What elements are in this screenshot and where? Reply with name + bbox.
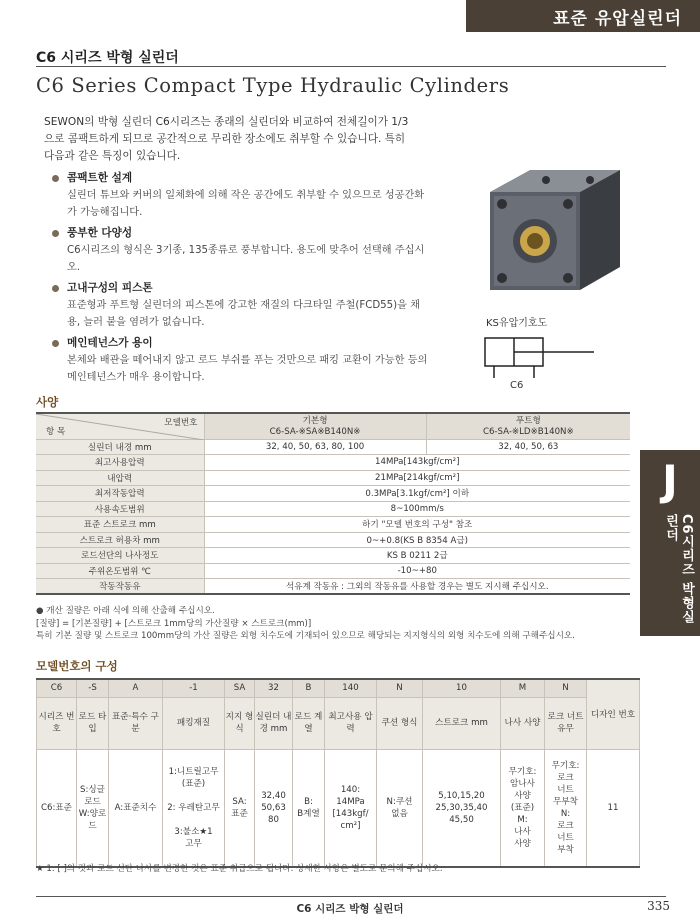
- bullet-icon: [52, 340, 59, 347]
- code-cell: A: [109, 679, 163, 697]
- header-cell: 로드 타입: [77, 697, 109, 749]
- table-row: [36, 486, 630, 502]
- row-label: 작동작동유: [36, 579, 204, 595]
- table-row: [36, 563, 630, 579]
- feature-item: [52, 280, 432, 331]
- code-cell: 10: [423, 679, 501, 697]
- value-cell: S:싱글로드 W:양로드: [77, 749, 109, 867]
- korean-title: C6 시리즈 박형 실린더: [36, 50, 179, 66]
- table-row: [36, 470, 630, 486]
- value-cell: B: B계열: [293, 749, 325, 867]
- row-label: 주위온도범위 ℃: [36, 563, 204, 579]
- table-row: [36, 579, 630, 595]
- feature-body: C6시리즈의 형식은 3기종, 135종류로 풍부합니다. 용도에 맞추어 선택해 주십시오.: [67, 245, 425, 273]
- row-value: 0~+0.8(KS B 8354 A급): [204, 532, 630, 548]
- bullet-icon: [52, 230, 59, 237]
- code-cell: -1: [163, 679, 225, 697]
- intro-paragraph: SEWON의 박형 실린더 C6시리즈는 종래의 실린더와 비교하여 전체길이가 1/3으로 콤팩트하게 되므로 공간적으로 무리한 장소에도 취부할 수 있습니다. 특히 다음과 같은 특징이 있습니다.: [44, 116, 409, 162]
- row-value: 8~100mm/s: [204, 501, 630, 517]
- row-label: 스트로크 허용차 mm: [36, 532, 204, 548]
- title-divider: [36, 66, 666, 67]
- value-cell: 140: 14MPa [143kgf/ cm²]: [325, 749, 377, 867]
- code-cell: SA: [225, 679, 255, 697]
- value-cell: 11: [587, 749, 640, 867]
- row-value: 0.3MPa[3.1kgf/cm²] 이하: [204, 486, 630, 502]
- symbol-caption: C6: [510, 380, 524, 391]
- table-row: [36, 548, 630, 564]
- row-label: 표준 스트로크 mm: [36, 517, 204, 533]
- feature-body: 실린더 튜브와 커버의 일체화에 의해 작은 공간에도 취부할 수 있으므로 성공간화가 가능해집니다.: [67, 190, 425, 218]
- col-foot-name: 푸트형: [426, 413, 630, 426]
- english-title: C6 Series Compact Type Hydraulic Cylinders: [36, 74, 510, 97]
- row-label: 사용속도범위: [36, 501, 204, 517]
- header-cell: 로크 너트 유무: [545, 697, 587, 749]
- header-cell: 쿠션 형식: [377, 697, 423, 749]
- col-basic-code: C6-SA-※SA※B140N※: [204, 426, 426, 439]
- row-label: 내압력: [36, 470, 204, 486]
- item-label: 항 목: [46, 426, 66, 437]
- model-label: 모델번호: [164, 418, 198, 428]
- table-row: [36, 439, 630, 455]
- row-value: 14MPa[143kgf/cm²]: [204, 455, 630, 471]
- spec-heading: 사양: [36, 395, 59, 409]
- code-cell: C6: [37, 679, 77, 697]
- header-row: [37, 697, 640, 749]
- spec-corner: [36, 413, 204, 439]
- design-number-header: 디자인 번호: [587, 679, 640, 749]
- row-value: KS B 0211 2급: [204, 548, 630, 564]
- code-cell: 140: [325, 679, 377, 697]
- row-label: 실린더 내경 mm: [36, 439, 204, 455]
- value-cell: 무기호: 암나사 사양 (표준) M: 나사 사양: [501, 749, 545, 867]
- table-row: [36, 517, 630, 533]
- feature-item: [52, 170, 432, 221]
- feature-title: 메인테넌스가 용이: [67, 337, 153, 349]
- value-cell: 무기호: 로크 너트 무부착 N: 로크 너트 부착: [545, 749, 587, 867]
- col-basic-name: 기본형: [204, 413, 426, 426]
- feature-title: 콤팩트한 설계: [67, 172, 133, 184]
- row-value: 32, 40, 50, 63, 80, 100: [204, 439, 426, 455]
- header-cell: 로드 계열: [293, 697, 325, 749]
- cylinder-photo: [470, 162, 640, 302]
- code-cell: N: [545, 679, 587, 697]
- note-line: 특히 기본 질량 및 스트로크 100mm당의 가산 질량은 외형 치수도에 기재되어 있으므로 해당되는 지지형식의 외형 치수도에 의해 구해주십시오.: [36, 631, 575, 641]
- feature-title: 풍부한 다양성: [67, 227, 133, 239]
- row-label: 로드선단의 나사정도: [36, 548, 204, 564]
- ks-symbol-label: KS유압기호도: [486, 318, 548, 329]
- footnote: ★ 1. [ ]의 것과 로드 선단 나사를 변경한 것은 표준 취급으로 됩니다. 상세한 사항은 별도로 문의해 주십시오.: [36, 864, 443, 874]
- row-value: 석유계 작동유 : 그외의 작동유를 사용할 경우는 별도 지시해 주십시오.: [204, 579, 630, 595]
- model-table: [36, 678, 640, 868]
- row-value: -10~+80: [204, 563, 630, 579]
- note-line: [질량] = [기본질량] + [스트로크 1mm당의 가산질량 × 스트로크(mm)]: [36, 618, 312, 629]
- code-cell: -S: [77, 679, 109, 697]
- value-cell: A:표준치수: [109, 749, 163, 867]
- mass-notes: [36, 605, 666, 643]
- footer-divider: [36, 896, 666, 897]
- header-cell: 나사 사양: [501, 697, 545, 749]
- row-value: 32, 40, 50, 63: [426, 439, 630, 455]
- model-heading: 모델번호의 구성: [36, 659, 118, 673]
- feature-title: 고내구성의 피스톤: [67, 282, 153, 294]
- feature-item: [52, 335, 432, 386]
- value-cell: 32,40 50,63 80: [255, 749, 293, 867]
- feature-body: 본체와 배관을 떼어내지 않고 로드 부쉬를 푸는 것만으로 패킹 교환이 가능한 등의 메인테넌스가 매우 용이합니다.: [67, 355, 428, 383]
- value-cell: C6:표준: [37, 749, 77, 867]
- side-tab: [640, 450, 700, 636]
- value-cell: 5,10,15,20 25,30,35,40 45,50: [423, 749, 501, 867]
- value-cell: SA: 표준: [225, 749, 255, 867]
- row-value: 하기 "모델 번호의 구성" 참조: [204, 517, 630, 533]
- header-cell: 최고사용 압력: [325, 697, 377, 749]
- value-cell: N:쿠션 없음: [377, 749, 423, 867]
- table-row: [36, 501, 630, 517]
- code-row: [37, 679, 640, 697]
- header-cell: 표준·특수 구분: [109, 697, 163, 749]
- header-cell: 패킹재질: [163, 697, 225, 749]
- header-cell: 스트로크 mm: [423, 697, 501, 749]
- footer-title: C6 시리즈 박형 실린더: [296, 903, 404, 915]
- value-cell: 1:니트릴고무 (표준) 2: 우레탄고무 3:불소★1 고무: [163, 749, 225, 867]
- header-cell: 시리즈 번호: [37, 697, 77, 749]
- bullet-icon: [52, 285, 59, 292]
- note-line: ● 개산 질량은 아래 식에 의해 산출해 주십시오.: [36, 606, 215, 616]
- feature-body: 표준형과 푸트형 실린더의 피스톤에 강고한 재질의 다크타일 주철(FCD55)을 채용, 늘러 붙을 염려가 없습니다.: [67, 300, 421, 328]
- hydraulic-symbol-icon: [484, 332, 604, 380]
- side-tab-text: C6시리즈 박형실린더: [663, 514, 694, 625]
- feature-list: [52, 170, 432, 390]
- row-label: 최저작동압력: [36, 486, 204, 502]
- table-row: [36, 532, 630, 548]
- spec-table: [36, 412, 630, 595]
- row-value: 21MPa[214kgf/cm²]: [204, 470, 630, 486]
- code-cell: 32: [255, 679, 293, 697]
- code-cell: M: [501, 679, 545, 697]
- value-row: [37, 749, 640, 867]
- col-foot-code: C6-SA-※LD※B140N※: [426, 426, 630, 439]
- header-cell: 지지 형식: [225, 697, 255, 749]
- code-cell: N: [377, 679, 423, 697]
- bullet-icon: [52, 175, 59, 182]
- header-banner: 표준 유압실린더: [466, 0, 700, 32]
- side-tab-letter: J: [662, 456, 678, 505]
- header-cell: 실린더 내경 mm: [255, 697, 293, 749]
- row-label: 최고사용압력: [36, 455, 204, 471]
- feature-item: [52, 225, 432, 276]
- code-cell: B: [293, 679, 325, 697]
- page-number: 335: [647, 899, 670, 913]
- table-row: [36, 455, 630, 471]
